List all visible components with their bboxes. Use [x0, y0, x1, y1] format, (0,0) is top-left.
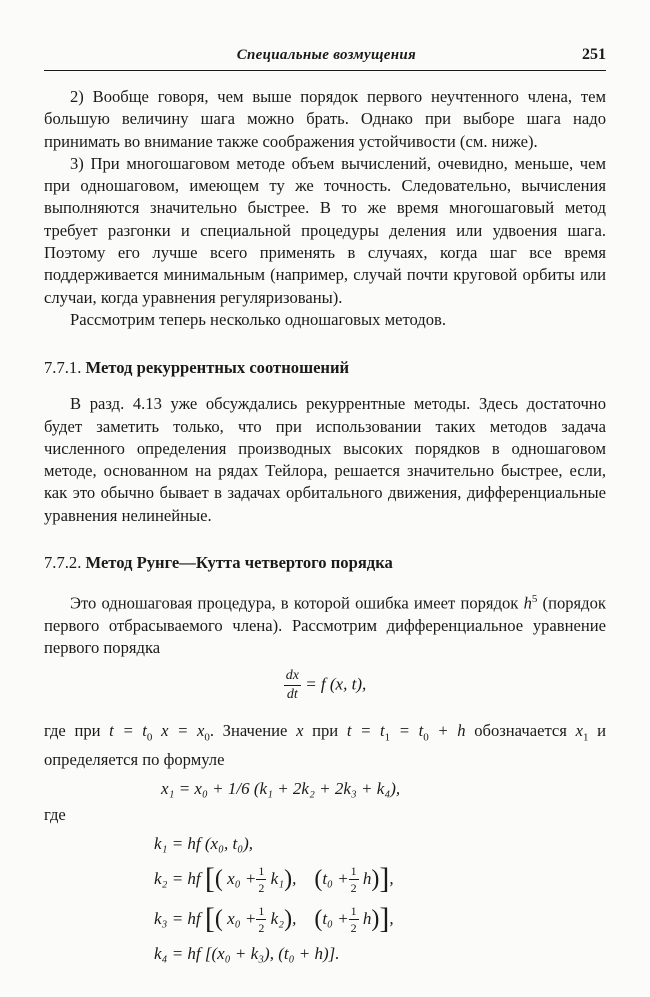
math-fragment: t = t [109, 721, 147, 741]
k-h-term: h [362, 869, 372, 889]
fraction-denominator: 2 [350, 880, 357, 895]
section-7-7-2-intro [44, 588, 606, 659]
initial-condition-text [44, 720, 606, 771]
half-fraction [349, 865, 359, 894]
bracket-open: [ [204, 862, 215, 896]
math-fragment: = t [390, 721, 424, 741]
paren-open: ( [314, 866, 323, 893]
x1-formula: x₁ = x₀ + 1/6 (k₁ + 2k₂ + 2k₃ + k₄), [161, 779, 401, 799]
text-fragment: где при [44, 721, 110, 741]
k-h-term: h [362, 909, 372, 929]
k2-formula [154, 859, 606, 899]
fraction-numerator: 1 [258, 903, 265, 918]
k3-formula [154, 899, 606, 939]
intro-text-a: Это одношаговая процедура, в которой ошибка имеет порядок [70, 593, 524, 613]
fraction-denominator: 2 [258, 880, 265, 895]
paren-close: ) [284, 866, 293, 893]
paren-close: ) [371, 906, 380, 933]
section-number: 7.7.2. [44, 553, 82, 573]
k-x0-term: x₀ + [227, 909, 257, 929]
text-fragment: и определяется по формуле [44, 721, 606, 770]
section-7-7-2-heading [44, 552, 606, 574]
bracket-close: ] [379, 862, 390, 896]
paragraph-item-2: 2) Вообще говоря, чем выше порядок первого неучтенного члена, тем большую величину шага можно брать. Однако при выборе шага надо принимать во внимание также соображения устойчивости (см. ниже). [44, 87, 606, 151]
fraction-denominator: dt [286, 687, 298, 703]
k4-formula: k₄ = hf [(x₀ + k₃), (t₀ + h)]. [154, 944, 340, 964]
section-title: Метод Рунге—Кутта четвертого порядка [85, 553, 393, 573]
derivative-fraction [284, 669, 301, 702]
order-exponent: 5 [531, 593, 538, 606]
math-fragment: + h [428, 721, 466, 741]
paren-close: ) [371, 866, 380, 893]
k-term: k₂ [270, 909, 285, 929]
k-t0-term: t₀ + [322, 909, 349, 929]
half-fraction [256, 865, 266, 894]
math-fragment: x = x [152, 721, 205, 741]
math-subscript: 1 [384, 731, 391, 744]
math-subscript: 0 [423, 731, 429, 744]
fraction-numerator: 1 [350, 903, 357, 918]
where-label: где [44, 805, 66, 825]
fraction-numerator: 1 [258, 863, 265, 878]
paragraph-item-3: 3) При многошаговом методе объем вычислений, очевидно, меньше, чем при одношаговом, имеющем ту же точность. Следовательно, вычисления выполняются значительно быстрее. В то же время многошаговый метод требует разгонки и специальной процедуры деления или удвоения шага. Поэтому его лучше всего применять в случаях, когда шаг все время поддерживается минимальным (например, случай почти круговой орбиты или случаи, когда уравнения регуляризованы). [44, 153, 606, 307]
math-subscript: 1 [582, 731, 589, 744]
running-title: Специальные возмущения [236, 47, 416, 63]
math-subscript: 0 [204, 731, 210, 744]
math-fragment: x [296, 721, 304, 741]
runge-kutta-coefficients [154, 829, 606, 969]
fraction-numerator: 1 [350, 863, 357, 878]
math-subscript: 0 [146, 731, 153, 744]
intro-text-b: (порядок первого отбрасываемого члена). Рассмотрим дифференциальное уравнение первого порядка [44, 593, 606, 658]
k1-formula: k₁ = hf (x₀, t₀), [154, 834, 254, 854]
math-fragment: t = t [346, 721, 385, 741]
math-fragment: x [575, 721, 583, 741]
fraction-denominator: 2 [258, 920, 265, 935]
bracket-close: ] [379, 902, 390, 936]
paren-open: ( [214, 866, 223, 893]
paragraph-onestep-intro: Рассмотрим теперь несколько одношаговых методов. [70, 309, 447, 329]
comma: , [389, 909, 394, 929]
paren-open: ( [314, 906, 323, 933]
half-fraction [256, 905, 266, 934]
k-x0-term: x₀ + [227, 869, 257, 889]
k-t0-term: t₀ + [322, 869, 349, 889]
comma: , [292, 909, 297, 929]
paren-open: ( [214, 906, 223, 933]
text-fragment: обозначается [465, 721, 576, 741]
half-fraction [349, 905, 359, 934]
page-body [44, 86, 606, 969]
comma: , [292, 869, 297, 889]
text-fragment: при [303, 721, 347, 741]
section-7-7-1-text: В разд. 4.13 уже обсуждались рекуррентные методы. Здесь достаточно будет заметить только, что при использовании таких методов задача численного определения производных высоких порядков в одношаговом методе, основанном на рядах Тейлора, решается значительно быстрее, если, как это обычно бывает в задачах орбитального движения, дифференциальные уравнения нелинейные. [44, 394, 606, 525]
text-fragment: . Значение [209, 721, 297, 741]
section-title: Метод рекуррентных соотношений [85, 358, 350, 378]
k2-lhs: k₂ = hf [154, 869, 201, 889]
fraction-denominator: 2 [350, 920, 357, 935]
section-7-7-1-heading [44, 357, 606, 379]
fraction-numerator: dx [284, 669, 301, 686]
comma: , [389, 869, 394, 889]
page-number: 251 [582, 46, 606, 63]
order-h: h [523, 593, 532, 613]
k-term: k₁ [270, 869, 285, 889]
section-number: 7.7.1. [44, 358, 82, 378]
paren-close: ) [284, 906, 293, 933]
bracket-open: [ [204, 902, 215, 936]
ode-equation [44, 669, 606, 702]
page-header [44, 44, 606, 71]
ode-rhs: = f (x, t), [300, 674, 367, 694]
k3-lhs: k₃ = hf [154, 909, 201, 929]
